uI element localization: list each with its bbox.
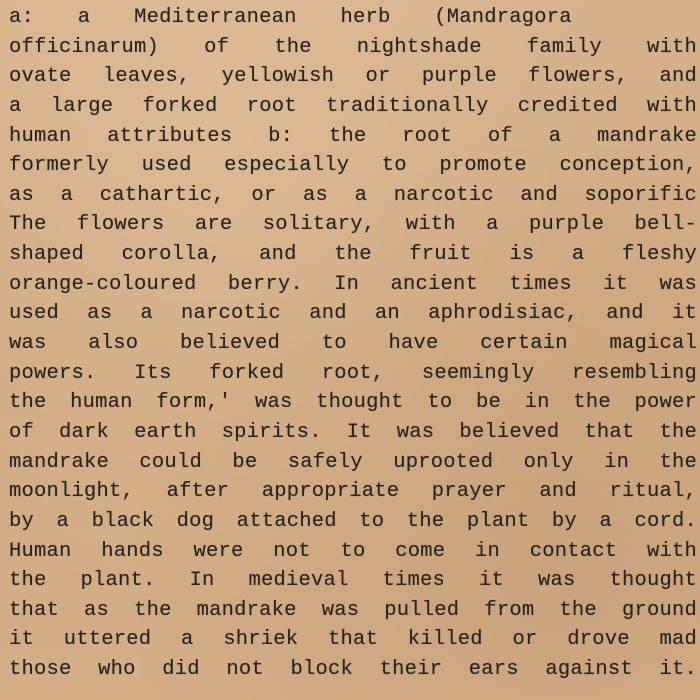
text-line: the plant. In medieval times it was thought: [9, 569, 697, 593]
text-line: a: a Mediterranean herb (Mandragora: [9, 6, 572, 29]
text-line: orange-coloured berry. In ancient times it was: [9, 272, 697, 296]
text-line: mandrake could be safely uprooted only in the: [9, 450, 697, 474]
text-line: Human hands were not to come in contact with: [9, 539, 697, 563]
text-line: used as a narcotic and an aphrodisiac, and it: [9, 302, 697, 326]
text-line: powers. Its forked root, seemingly resembling: [9, 361, 697, 385]
text-line: ovate leaves, yellowish or purple flowers, and: [9, 65, 697, 89]
text-line: that as the mandrake was pulled from the ground: [9, 598, 697, 622]
typewritten-text-block: [9, 3, 699, 685]
text-line: was also believed to have certain magical: [9, 332, 697, 356]
text-line: officinarum) of the nightshade family with: [9, 35, 697, 59]
text-line: as a cathartic, or as a narcotic and soporific: [9, 183, 697, 207]
text-line: shaped corolla, and the fruit is a fleshy: [9, 243, 697, 267]
text-line: the human form,' was thought to be in the power: [9, 391, 697, 415]
text-line: those who did not block their ears against it.: [9, 658, 697, 682]
text-line: it uttered a shriek that killed or drove mad: [9, 628, 697, 652]
text-line: moonlight, after appropriate prayer and ritual,: [9, 480, 697, 504]
text-line: The flowers are solitary, with a purple bell-: [9, 213, 697, 237]
text-line: formerly used especially to promote conception,: [9, 154, 697, 178]
text-line: of dark earth spirits. It was believed that the: [9, 420, 697, 444]
text-line: human attributes b: the root of a mandrake: [9, 124, 697, 148]
text-line: by a black dog attached to the plant by a cord.: [9, 509, 697, 533]
text-line: a large forked root traditionally credited with: [9, 94, 697, 118]
